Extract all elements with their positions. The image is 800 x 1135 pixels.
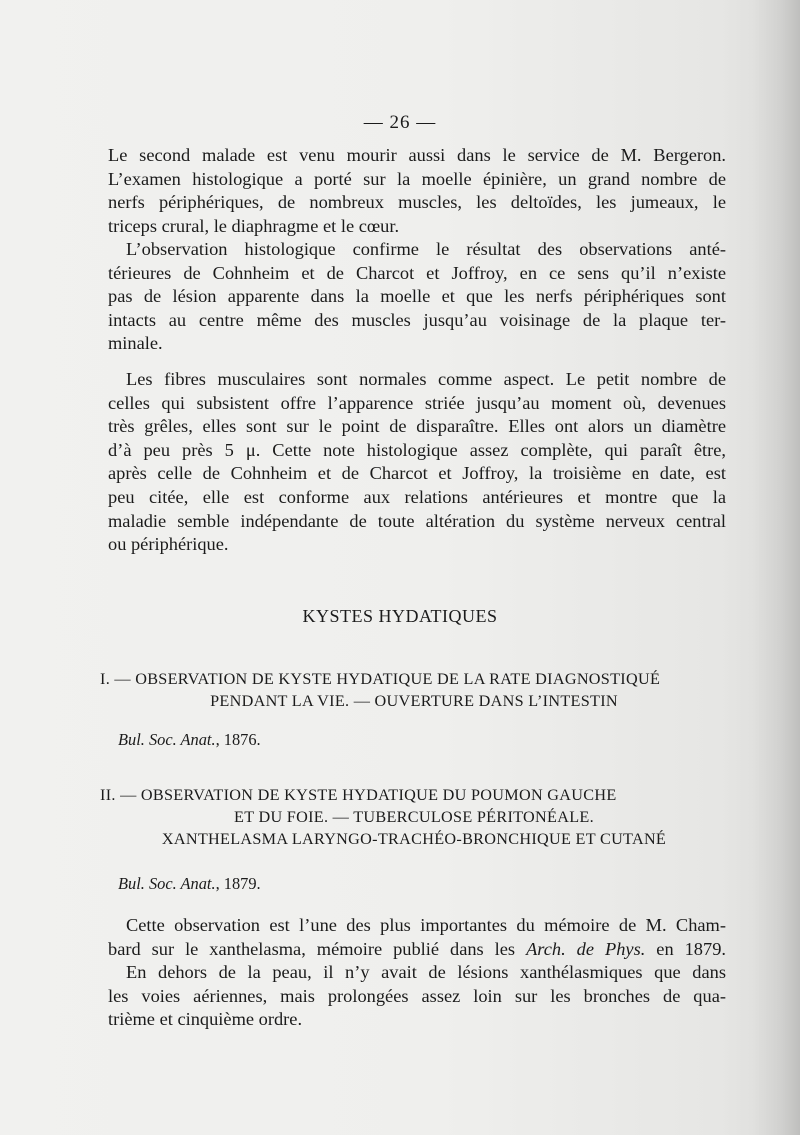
- text-fragment: en 1879.: [645, 938, 726, 959]
- text-line: maladie semble indépendante de toute altération du système nerveux central: [108, 510, 726, 531]
- text-line: L’examen histologique a porté sur la moelle épinière, un grand nombre de: [108, 168, 726, 189]
- page-number: — 26 —: [363, 112, 437, 133]
- observation-title-2: [100, 784, 728, 850]
- text-line: pas de lésion apparente dans la moelle et que les nerfs périphériques sont: [108, 286, 726, 307]
- observation-title-line: XANTHELASMA LARYNGO-TRACHÉO-BRONCHIQUE ET CUTANÉ: [161, 830, 667, 848]
- journal-title: Arch. de Phys.: [526, 938, 646, 959]
- reference-year: , 1876.: [215, 730, 261, 749]
- observation-title-line: II. — OBSERVATION DE KYSTE HYDATIQUE DU POUMON GAUCHE: [100, 786, 617, 804]
- paragraph-second-patient: [108, 144, 726, 238]
- text-line: Le second malade est venu mourir aussi dans le service de M. Bergeron.: [108, 145, 726, 165]
- text-line: les voies aériennes, mais prolongées assez loin sur les bronches de qua-: [108, 985, 726, 1006]
- text-line: triceps crural, le diaphragme et le cœur.: [108, 215, 400, 236]
- text-line: peu citée, elle est conforme aux relations antérieures et montre que la: [108, 486, 726, 507]
- text-fragment: bard sur le xanthelasma, mémoire publié dans les: [108, 938, 527, 959]
- reference-journal: Bul. Soc. Anat.: [118, 874, 216, 893]
- text-line: trième et cinquième ordre.: [108, 1009, 303, 1030]
- text-line: ou périphérique.: [108, 534, 229, 555]
- text-line: [108, 938, 726, 962]
- text-line: très grêles, elles sont sur le point de disparaître. Elles ont alors un diamètre: [108, 416, 726, 437]
- text-line: minale.: [108, 333, 163, 354]
- section-heading: KYSTES HYDATIQUES: [302, 606, 498, 626]
- paragraph-muscle-fibres: [108, 368, 726, 557]
- text-line: celles qui subsistent offre l’apparence striée jusqu’au moment où, devenues: [108, 392, 726, 413]
- text-line: L’observation histologique confirme le résultat des observations anté-: [126, 239, 726, 259]
- text-line: Cette observation est l’une des plus importantes du mémoire de M. Cham-: [126, 915, 726, 935]
- observation-title-line: ET DU FOIE. — TUBERCULOSE PÉRITONÉALE.: [234, 808, 594, 826]
- text-line: térieures de Cohnheim et de Charcot et Joffroy, en ce sens qu’il n’existe: [108, 262, 726, 283]
- observation-title-line: I. — OBSERVATION DE KYSTE HYDATIQUE DE LA RATE DIAGNOSTIQUÉ: [100, 670, 661, 688]
- reference-year: , 1879.: [215, 874, 261, 893]
- paragraph-lesions: [108, 961, 726, 1032]
- observation-reference-2: [118, 874, 261, 894]
- text-line: d’à peu près 5 μ. Cette note histologique assez complète, qui paraît être,: [108, 439, 726, 460]
- paragraph-chambard: [108, 914, 726, 961]
- text-line: En dehors de la peau, il n’y avait de lésions xanthélasmiques que dans: [126, 962, 726, 982]
- reference-journal: Bul. Soc. Anat.: [118, 730, 216, 749]
- observation-title-line: PENDANT LA VIE. — OUVERTURE DANS L’INTESTIN: [210, 692, 618, 710]
- page-edge-shadow: [752, 0, 800, 1135]
- text-line: après celle de Cohnheim et de Charcot et Joffroy, la troisième en date, est: [108, 463, 726, 484]
- observation-title-1: [100, 668, 728, 712]
- observation-reference-1: [118, 730, 261, 750]
- text-line: intacts au centre même des muscles jusqu’au voisinage de la plaque ter-: [108, 309, 726, 330]
- text-line: nerfs périphériques, de nombreux muscles, les deltoïdes, les jumeaux, le: [108, 192, 726, 213]
- paragraph-histology: [108, 238, 726, 356]
- text-line: Les fibres musculaires sont normales comme aspect. Le petit nombre de: [126, 369, 726, 389]
